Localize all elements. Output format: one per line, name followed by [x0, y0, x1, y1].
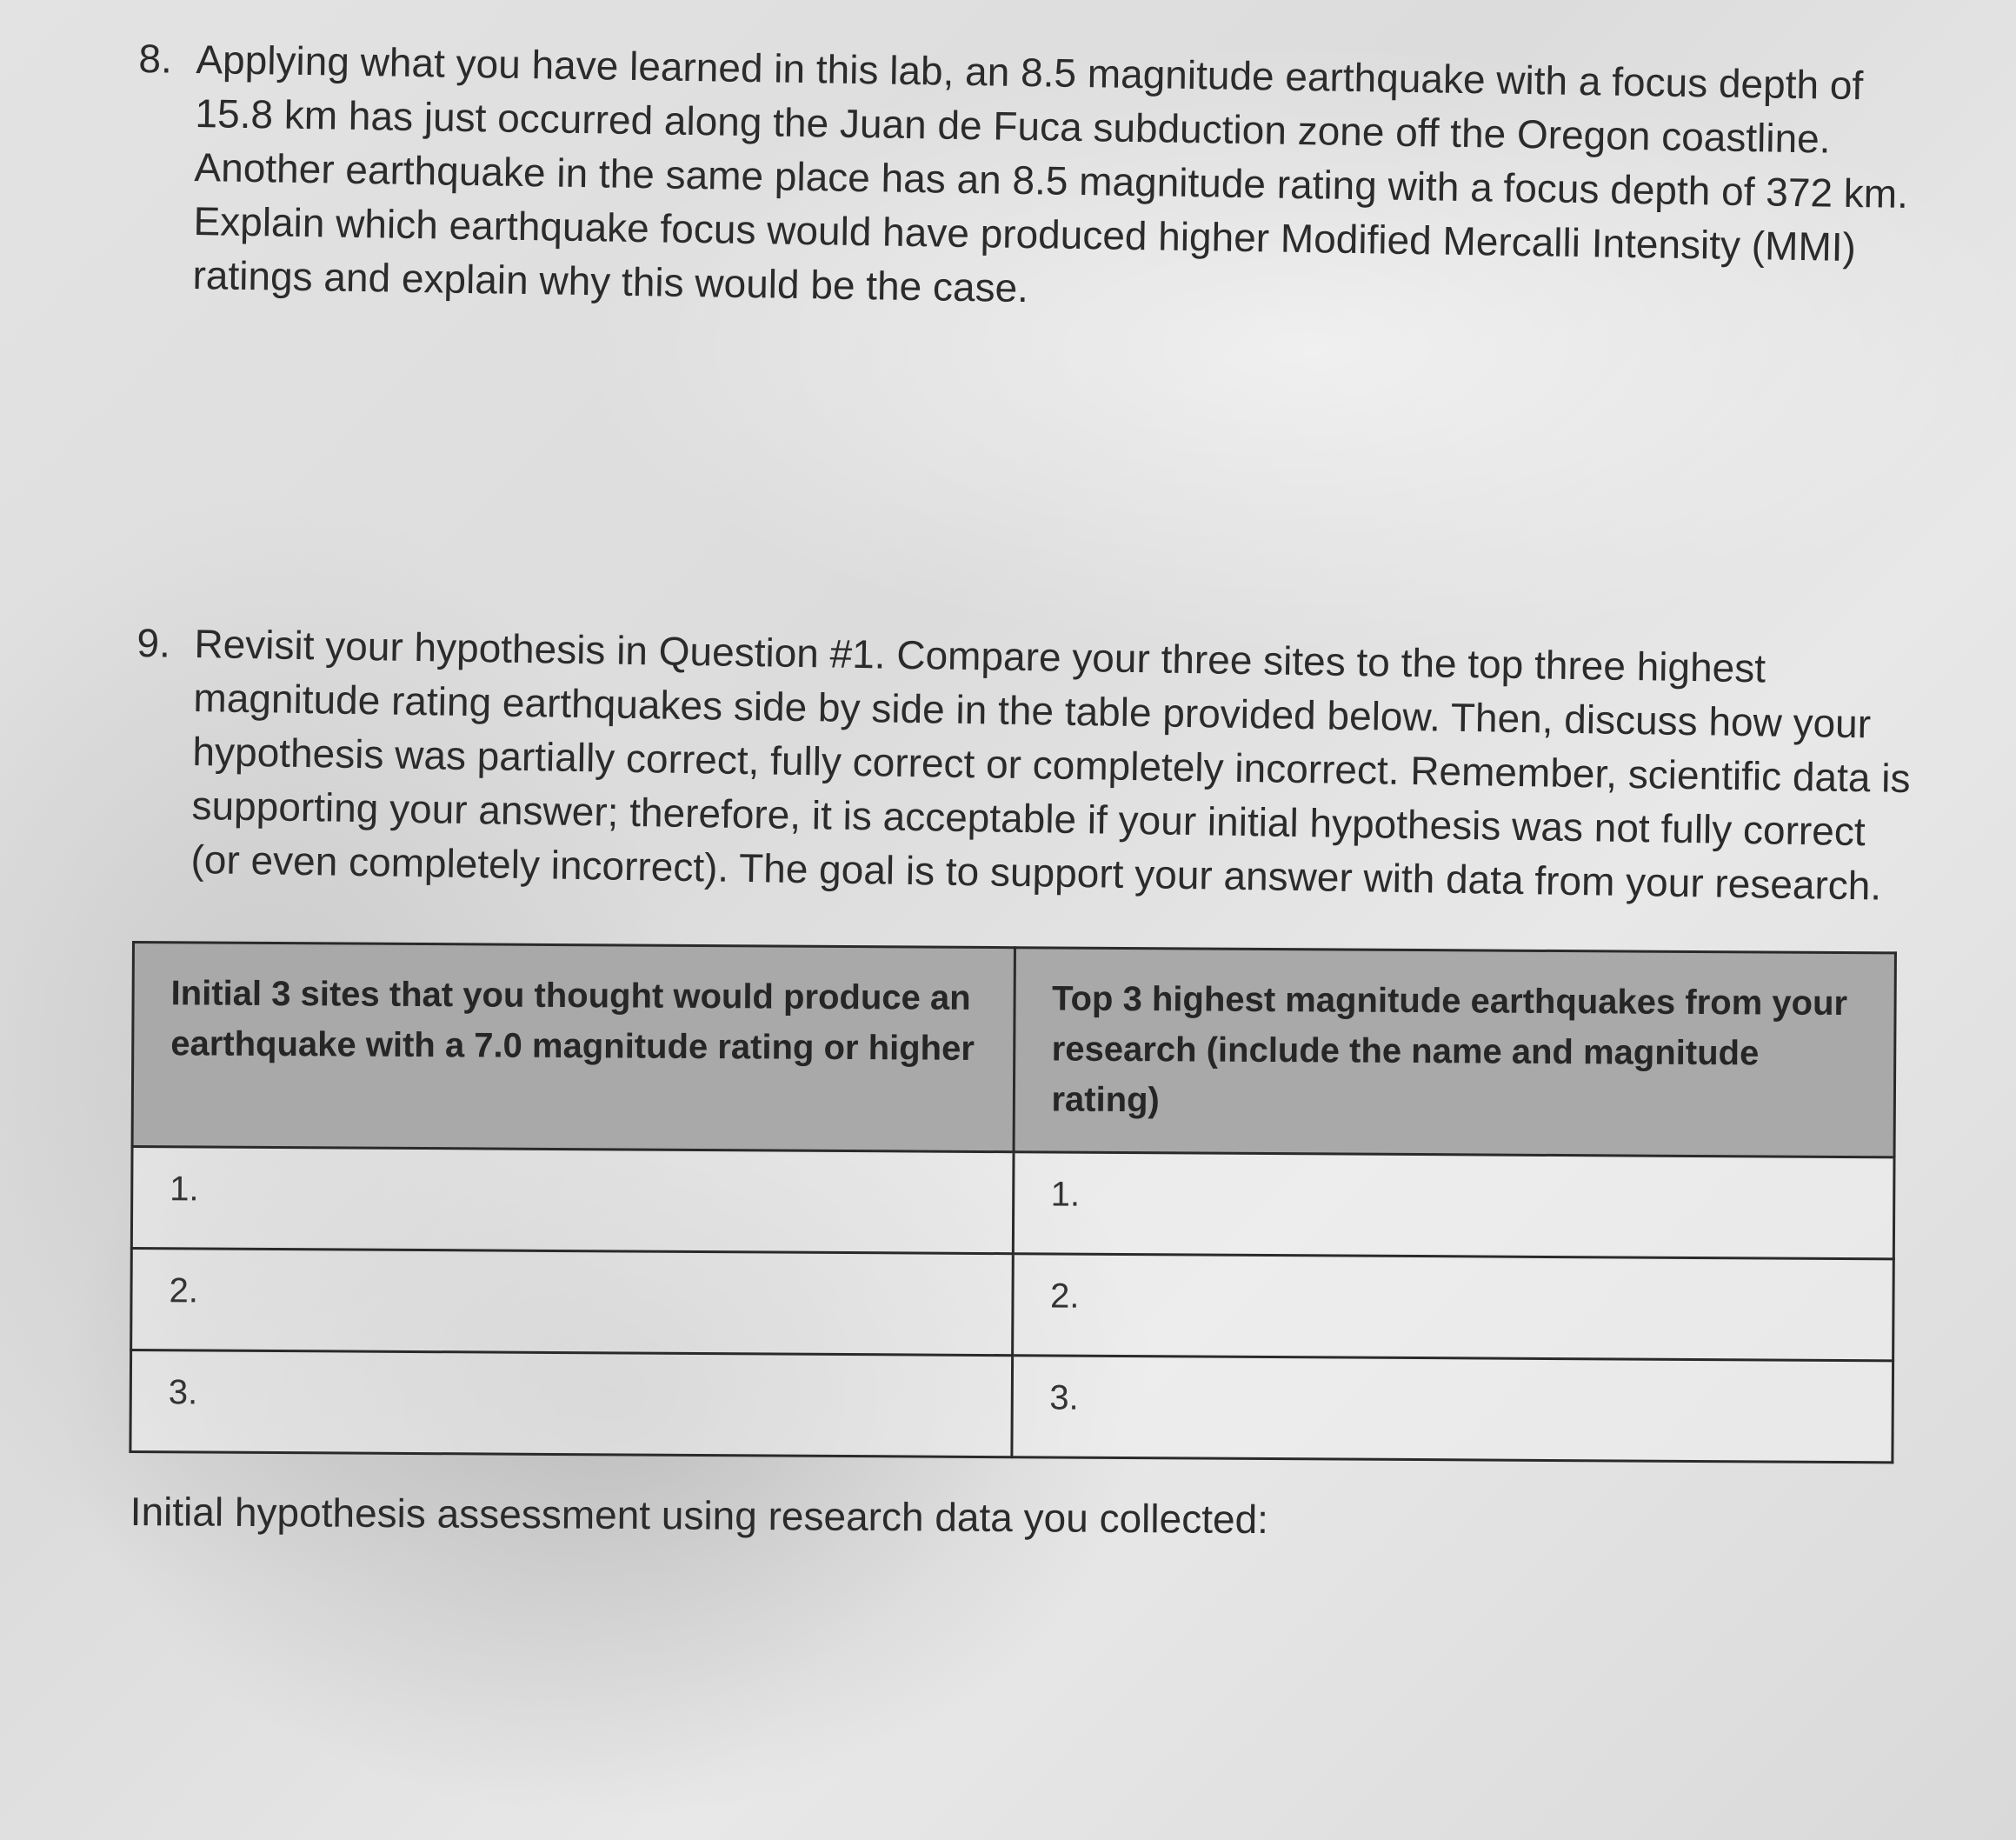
question-9-number: 9.: [136, 619, 171, 666]
question-8-text: Applying what you have learned in this lab, an 8.5 magnitude earthquake with a focus depth of 15.8 km has just occurred along the Juan de Fuca subduction zone off the Oregon coastline. Another earthquake in the same place has an 8.5 magnitude rating with a focus depth of 372 km. Explain which earthquake focus would have produced higher Modified Mercalli Intensity (MMI) ratings and explain why this would be the case.: [192, 37, 1909, 311]
top-earthquake-cell[interactable]: 1.: [1013, 1152, 1894, 1259]
question-9: [133, 616, 1920, 913]
initial-site-cell[interactable]: 3.: [130, 1350, 1012, 1457]
comparison-table-grid: [129, 941, 1897, 1463]
table-row: [131, 1147, 1894, 1259]
comparison-table: [129, 941, 1897, 1463]
table-row: [130, 1350, 1893, 1463]
header-initial-sites: Initial 3 sites that you thought would produce an earthquake with a 7.0 magnitude rating or higher: [132, 943, 1015, 1152]
question-8-number: 8.: [138, 35, 173, 82]
table-header-row: [132, 943, 1895, 1157]
question-9-text: Revisit your hypothesis in Question #1. Compare your three sites to the top three highest magnitude rating earthquakes side by side in the table provided below. Then, discuss how your hypothesis was partially correct, fully correct or completely incorrect. Remember, scientific data is supporting your answer; therefore, it is acceptable if your initial hypothesis was not fully correct (or even completely incorrect). The goal is to support your answer with data from your research.: [190, 621, 1911, 909]
top-earthquake-cell[interactable]: 2.: [1012, 1254, 1893, 1361]
top-earthquake-cell[interactable]: 3.: [1011, 1356, 1893, 1463]
hypothesis-assessment-label: Initial hypothesis assessment using research data you collected:: [130, 1488, 1269, 1543]
initial-site-cell[interactable]: 1.: [131, 1147, 1013, 1254]
header-top-earthquakes: Top 3 highest magnitude earthquakes from your research (include the name and magnitude rating): [1014, 948, 1896, 1157]
question-8: [135, 31, 1921, 329]
table-row: [131, 1249, 1894, 1361]
initial-site-cell[interactable]: 2.: [131, 1249, 1013, 1356]
